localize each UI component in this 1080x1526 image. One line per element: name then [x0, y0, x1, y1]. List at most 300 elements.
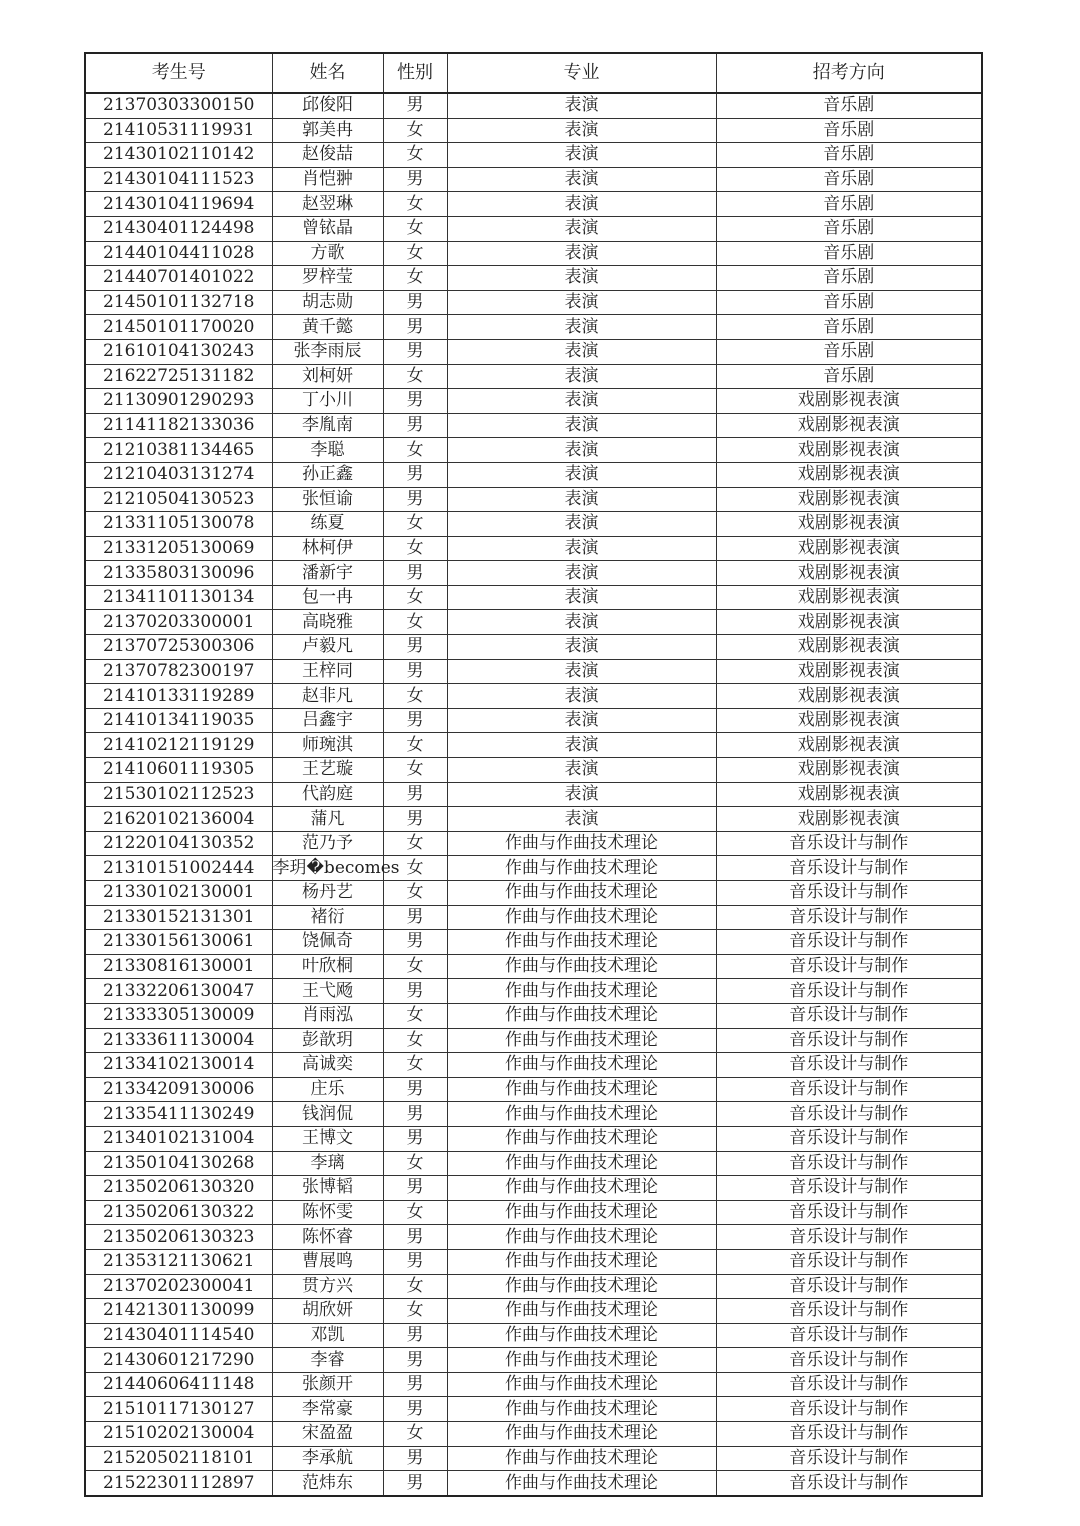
cell-name: 陈怀睿 — [272, 1225, 383, 1250]
cell-name: 范炜东 — [272, 1471, 383, 1496]
cell-direction: 音乐设计与制作 — [716, 1102, 982, 1127]
cell-direction: 音乐设计与制作 — [716, 1446, 982, 1471]
cell-name: 方歌 — [272, 241, 383, 266]
table-row — [85, 1200, 982, 1225]
table-row — [85, 143, 982, 168]
cell-name: 吕鑫宇 — [272, 708, 383, 733]
cell-major: 作曲与作曲技术理论 — [447, 1471, 716, 1496]
cell-direction: 戏剧影视表演 — [716, 758, 982, 783]
cell-exam-id: 21331105130078 — [85, 512, 272, 537]
cell-exam-id: 21410531119931 — [85, 118, 272, 143]
cell-gender: 女 — [383, 1003, 447, 1028]
cell-exam-id: 21430104111523 — [85, 167, 272, 192]
cell-exam-id: 21520502118101 — [85, 1446, 272, 1471]
cell-exam-id: 21341101130134 — [85, 585, 272, 610]
cell-name: 罗梓莹 — [272, 266, 383, 291]
cell-major: 作曲与作曲技术理论 — [447, 979, 716, 1004]
cell-name: 钱润侃 — [272, 1102, 383, 1127]
cell-name: 李睿 — [272, 1348, 383, 1373]
cell-name: 李聪 — [272, 438, 383, 463]
cell-name: 赵翌琳 — [272, 192, 383, 217]
cell-name: 宋盈盈 — [272, 1422, 383, 1447]
table-row — [85, 758, 982, 783]
cell-name: 王梓同 — [272, 659, 383, 684]
cell-major: 表演 — [447, 93, 716, 118]
cell-direction: 音乐设计与制作 — [716, 1372, 982, 1397]
cell-name: 彭歆玥 — [272, 1028, 383, 1053]
cell-name: 黄千懿 — [272, 315, 383, 340]
cell-name: 陈怀雯 — [272, 1200, 383, 1225]
cell-direction: 音乐剧 — [716, 192, 982, 217]
table-row — [85, 1003, 982, 1028]
cell-name: 曹展鸣 — [272, 1249, 383, 1274]
cell-exam-id: 21510117130127 — [85, 1397, 272, 1422]
table-row — [85, 1446, 982, 1471]
cell-major: 表演 — [447, 413, 716, 438]
cell-exam-id: 21410601119305 — [85, 758, 272, 783]
table-row — [85, 1028, 982, 1053]
cell-major: 作曲与作曲技术理论 — [447, 1200, 716, 1225]
table-row — [85, 1102, 982, 1127]
table-row — [85, 1053, 982, 1078]
cell-major: 表演 — [447, 536, 716, 561]
cell-direction: 音乐设计与制作 — [716, 1274, 982, 1299]
cell-direction: 戏剧影视表演 — [716, 708, 982, 733]
table-row — [85, 1176, 982, 1201]
table-row — [85, 979, 982, 1004]
cell-gender: 女 — [383, 1299, 447, 1324]
cell-major: 作曲与作曲技术理论 — [447, 1397, 716, 1422]
cell-exam-id: 21334209130006 — [85, 1077, 272, 1102]
table-row — [85, 831, 982, 856]
cell-major: 表演 — [447, 610, 716, 635]
cell-name: 包一冉 — [272, 585, 383, 610]
cell-gender: 男 — [383, 635, 447, 660]
cell-gender: 女 — [383, 684, 447, 709]
cell-exam-id: 21430401114540 — [85, 1323, 272, 1348]
cell-gender: 男 — [383, 1471, 447, 1496]
cell-major: 作曲与作曲技术理论 — [447, 1249, 716, 1274]
table-row — [85, 192, 982, 217]
cell-name: 郭美冉 — [272, 118, 383, 143]
cell-name: 邓凯 — [272, 1323, 383, 1348]
cell-gender: 女 — [383, 610, 447, 635]
cell-name: 张恒谕 — [272, 487, 383, 512]
cell-exam-id: 21410212119129 — [85, 733, 272, 758]
cell-name: 张颜开 — [272, 1372, 383, 1397]
cell-gender: 男 — [383, 290, 447, 315]
cell-gender: 男 — [383, 561, 447, 586]
cell-gender: 男 — [383, 315, 447, 340]
cell-direction: 戏剧影视表演 — [716, 807, 982, 832]
cell-direction: 音乐设计与制作 — [716, 1397, 982, 1422]
cell-direction: 音乐剧 — [716, 143, 982, 168]
table-row — [85, 782, 982, 807]
cell-direction: 戏剧影视表演 — [716, 635, 982, 660]
cell-direction: 音乐设计与制作 — [716, 979, 982, 1004]
cell-direction: 音乐设计与制作 — [716, 1126, 982, 1151]
cell-exam-id: 21430102110142 — [85, 143, 272, 168]
cell-gender: 女 — [383, 438, 447, 463]
cell-exam-id: 21430401124498 — [85, 216, 272, 241]
cell-direction: 音乐设计与制作 — [716, 1249, 982, 1274]
cell-major: 作曲与作曲技术理论 — [447, 1003, 716, 1028]
cell-exam-id: 21350104130268 — [85, 1151, 272, 1176]
cell-major: 表演 — [447, 315, 716, 340]
cell-direction: 音乐设计与制作 — [716, 1028, 982, 1053]
cell-major: 作曲与作曲技术理论 — [447, 1372, 716, 1397]
table-row — [85, 216, 982, 241]
cell-gender: 女 — [383, 1274, 447, 1299]
cell-name: 练夏 — [272, 512, 383, 537]
cell-name: 林柯伊 — [272, 536, 383, 561]
cell-direction: 戏剧影视表演 — [716, 413, 982, 438]
cell-name: 贯方兴 — [272, 1274, 383, 1299]
table-row — [85, 167, 982, 192]
cell-name: 潘新宇 — [272, 561, 383, 586]
cell-exam-id: 21210504130523 — [85, 487, 272, 512]
table-row — [85, 290, 982, 315]
cell-major: 表演 — [447, 118, 716, 143]
cell-exam-id: 21141182133036 — [85, 413, 272, 438]
cell-gender: 女 — [383, 364, 447, 389]
cell-exam-id: 21430104119694 — [85, 192, 272, 217]
cell-exam-id: 21353121130621 — [85, 1249, 272, 1274]
table-row — [85, 1225, 982, 1250]
cell-exam-id: 21610104130243 — [85, 339, 272, 364]
cell-name: 饶佩奇 — [272, 930, 383, 955]
cell-exam-id: 21330156130061 — [85, 930, 272, 955]
cell-major: 表演 — [447, 438, 716, 463]
cell-major: 表演 — [447, 192, 716, 217]
cell-major: 表演 — [447, 216, 716, 241]
cell-gender: 女 — [383, 1151, 447, 1176]
cell-major: 作曲与作曲技术理论 — [447, 1299, 716, 1324]
table-row — [85, 1348, 982, 1373]
cell-gender: 女 — [383, 856, 447, 881]
cell-direction: 音乐剧 — [716, 216, 982, 241]
cell-name: 褚衍 — [272, 905, 383, 930]
table-row — [85, 1323, 982, 1348]
cell-direction: 戏剧影视表演 — [716, 610, 982, 635]
cell-exam-id: 21440104411028 — [85, 241, 272, 266]
cell-gender: 女 — [383, 241, 447, 266]
cell-name: 王博文 — [272, 1126, 383, 1151]
table-row — [85, 1372, 982, 1397]
table-row — [85, 1077, 982, 1102]
cell-name: 杨丹艺 — [272, 881, 383, 906]
cell-major: 作曲与作曲技术理论 — [447, 881, 716, 906]
cell-gender: 男 — [383, 979, 447, 1004]
cell-gender: 女 — [383, 585, 447, 610]
table-row — [85, 1274, 982, 1299]
cell-major: 作曲与作曲技术理论 — [447, 1422, 716, 1447]
cell-gender: 男 — [383, 782, 447, 807]
cell-gender: 男 — [383, 167, 447, 192]
cell-exam-id: 21410134119035 — [85, 708, 272, 733]
cell-exam-id: 21333611130004 — [85, 1028, 272, 1053]
table-row — [85, 1126, 982, 1151]
cell-major: 表演 — [447, 659, 716, 684]
cell-major: 表演 — [447, 561, 716, 586]
table-row — [85, 684, 982, 709]
cell-direction: 音乐剧 — [716, 290, 982, 315]
table-row — [85, 512, 982, 537]
table-row — [85, 881, 982, 906]
table-row — [85, 389, 982, 414]
table-row — [85, 438, 982, 463]
table-row — [85, 856, 982, 881]
cell-direction: 音乐设计与制作 — [716, 1200, 982, 1225]
cell-name: 王弋飏 — [272, 979, 383, 1004]
cell-exam-id: 21370203300001 — [85, 610, 272, 635]
cell-gender: 男 — [383, 1126, 447, 1151]
cell-gender: 男 — [383, 1176, 447, 1201]
cell-major: 表演 — [447, 758, 716, 783]
table-row — [85, 536, 982, 561]
cell-direction: 戏剧影视表演 — [716, 389, 982, 414]
cell-major: 作曲与作曲技术理论 — [447, 905, 716, 930]
cell-name: 张博韬 — [272, 1176, 383, 1201]
table-row — [85, 585, 982, 610]
cell-gender: 男 — [383, 1323, 447, 1348]
cell-exam-id: 21410133119289 — [85, 684, 272, 709]
cell-name: 胡志勋 — [272, 290, 383, 315]
cell-direction: 音乐剧 — [716, 93, 982, 118]
cell-direction: 音乐设计与制作 — [716, 831, 982, 856]
cell-direction: 音乐剧 — [716, 364, 982, 389]
cell-exam-id: 21210403131274 — [85, 462, 272, 487]
cell-exam-id: 21421301130099 — [85, 1299, 272, 1324]
cell-gender: 男 — [383, 1397, 447, 1422]
cell-major: 作曲与作曲技术理论 — [447, 1028, 716, 1053]
cell-direction: 音乐设计与制作 — [716, 905, 982, 930]
table-row — [85, 462, 982, 487]
admission-list-table — [84, 52, 983, 1497]
cell-major: 表演 — [447, 389, 716, 414]
cell-name: 李璃 — [272, 1151, 383, 1176]
cell-gender: 女 — [383, 1200, 447, 1225]
cell-major: 表演 — [447, 684, 716, 709]
cell-gender: 女 — [383, 1028, 447, 1053]
cell-gender: 女 — [383, 831, 447, 856]
table-row — [85, 635, 982, 660]
cell-gender: 女 — [383, 758, 447, 783]
cell-gender: 女 — [383, 216, 447, 241]
header-name: 姓名 — [272, 53, 383, 93]
cell-direction: 音乐剧 — [716, 118, 982, 143]
cell-major: 表演 — [447, 807, 716, 832]
cell-direction: 音乐剧 — [716, 167, 982, 192]
cell-name: 肖雨泓 — [272, 1003, 383, 1028]
cell-major: 作曲与作曲技术理论 — [447, 831, 716, 856]
table-row — [85, 708, 982, 733]
cell-exam-id: 21334102130014 — [85, 1053, 272, 1078]
cell-exam-id: 21210381134465 — [85, 438, 272, 463]
cell-direction: 戏剧影视表演 — [716, 585, 982, 610]
cell-gender: 男 — [383, 905, 447, 930]
cell-name: 胡欣妍 — [272, 1299, 383, 1324]
header-row — [85, 53, 982, 93]
cell-direction: 戏剧影视表演 — [716, 733, 982, 758]
cell-major: 表演 — [447, 585, 716, 610]
table-row — [85, 1422, 982, 1447]
cell-major: 作曲与作曲技术理论 — [447, 1102, 716, 1127]
cell-exam-id: 21440606411148 — [85, 1372, 272, 1397]
cell-direction: 音乐设计与制作 — [716, 930, 982, 955]
table-row — [85, 1151, 982, 1176]
cell-gender: 女 — [383, 1053, 447, 1078]
cell-direction: 音乐剧 — [716, 315, 982, 340]
cell-major: 作曲与作曲技术理论 — [447, 1151, 716, 1176]
cell-name: 李胤南 — [272, 413, 383, 438]
cell-name: 高诚奕 — [272, 1053, 383, 1078]
cell-direction: 音乐设计与制作 — [716, 954, 982, 979]
cell-major: 表演 — [447, 364, 716, 389]
cell-direction: 音乐剧 — [716, 339, 982, 364]
header-gender: 性别 — [383, 53, 447, 93]
cell-name: 王艺璇 — [272, 758, 383, 783]
cell-name: 师琬淇 — [272, 733, 383, 758]
cell-major: 表演 — [447, 266, 716, 291]
cell-major: 作曲与作曲技术理论 — [447, 954, 716, 979]
cell-gender: 男 — [383, 389, 447, 414]
cell-gender: 男 — [383, 339, 447, 364]
table-row — [85, 610, 982, 635]
cell-gender: 男 — [383, 1225, 447, 1250]
cell-gender: 女 — [383, 733, 447, 758]
table-row — [85, 118, 982, 143]
cell-gender: 男 — [383, 1372, 447, 1397]
cell-gender: 男 — [383, 93, 447, 118]
cell-direction: 戏剧影视表演 — [716, 487, 982, 512]
cell-name: 卢毅凡 — [272, 635, 383, 660]
table-row — [85, 241, 982, 266]
cell-exam-id: 21330816130001 — [85, 954, 272, 979]
cell-major: 作曲与作曲技术理论 — [447, 1176, 716, 1201]
cell-major: 作曲与作曲技术理论 — [447, 1126, 716, 1151]
cell-name: 曾铱晶 — [272, 216, 383, 241]
cell-direction: 音乐设计与制作 — [716, 856, 982, 881]
table-row — [85, 266, 982, 291]
table-row — [85, 413, 982, 438]
table-row — [85, 1397, 982, 1422]
table-body — [85, 93, 982, 1496]
cell-direction: 戏剧影视表演 — [716, 561, 982, 586]
cell-direction: 音乐剧 — [716, 266, 982, 291]
cell-direction: 戏剧影视表演 — [716, 659, 982, 684]
cell-name: 孙正鑫 — [272, 462, 383, 487]
cell-exam-id: 21510202130004 — [85, 1422, 272, 1447]
table-row — [85, 339, 982, 364]
table-row — [85, 659, 982, 684]
cell-gender: 女 — [383, 143, 447, 168]
cell-exam-id: 21330102130001 — [85, 881, 272, 906]
cell-name: 李承航 — [272, 1446, 383, 1471]
table-row — [85, 1249, 982, 1274]
cell-exam-id: 21370782300197 — [85, 659, 272, 684]
cell-name: 李常豪 — [272, 1397, 383, 1422]
cell-gender: 女 — [383, 881, 447, 906]
cell-exam-id: 21350206130323 — [85, 1225, 272, 1250]
table-row — [85, 93, 982, 118]
cell-name: 李玥�becomes — [272, 856, 383, 881]
table-row — [85, 1299, 982, 1324]
cell-direction: 戏剧影视表演 — [716, 536, 982, 561]
cell-name: 肖恺翀 — [272, 167, 383, 192]
cell-major: 表演 — [447, 708, 716, 733]
cell-exam-id: 21620102136004 — [85, 807, 272, 832]
cell-exam-id: 21331205130069 — [85, 536, 272, 561]
cell-gender: 男 — [383, 1102, 447, 1127]
cell-exam-id: 21370303300150 — [85, 93, 272, 118]
cell-exam-id: 21522301112897 — [85, 1471, 272, 1496]
cell-direction: 音乐设计与制作 — [716, 1225, 982, 1250]
cell-exam-id: 21440701401022 — [85, 266, 272, 291]
cell-major: 表演 — [447, 241, 716, 266]
cell-direction: 音乐设计与制作 — [716, 1003, 982, 1028]
cell-gender: 男 — [383, 1077, 447, 1102]
cell-name: 邱俊阳 — [272, 93, 383, 118]
table-row — [85, 954, 982, 979]
cell-gender: 男 — [383, 659, 447, 684]
cell-gender: 女 — [383, 954, 447, 979]
header-direction: 招考方向 — [716, 53, 982, 93]
cell-name: 刘柯妍 — [272, 364, 383, 389]
cell-direction: 音乐设计与制作 — [716, 1471, 982, 1496]
cell-name: 叶欣桐 — [272, 954, 383, 979]
cell-gender: 女 — [383, 512, 447, 537]
cell-gender: 女 — [383, 536, 447, 561]
cell-exam-id: 21622725131182 — [85, 364, 272, 389]
cell-exam-id: 21430601217290 — [85, 1348, 272, 1373]
cell-exam-id: 21370725300306 — [85, 635, 272, 660]
cell-direction: 音乐设计与制作 — [716, 1053, 982, 1078]
cell-direction: 音乐设计与制作 — [716, 1348, 982, 1373]
cell-gender: 男 — [383, 708, 447, 733]
cell-exam-id: 21332206130047 — [85, 979, 272, 1004]
cell-gender: 男 — [383, 487, 447, 512]
cell-name: 范乃予 — [272, 831, 383, 856]
cell-major: 作曲与作曲技术理论 — [447, 1077, 716, 1102]
table-row — [85, 561, 982, 586]
cell-direction: 音乐设计与制作 — [716, 881, 982, 906]
cell-direction: 音乐剧 — [716, 241, 982, 266]
cell-exam-id: 21310151002444 — [85, 856, 272, 881]
cell-name: 赵非凡 — [272, 684, 383, 709]
cell-gender: 男 — [383, 462, 447, 487]
cell-major: 表演 — [447, 462, 716, 487]
cell-major: 表演 — [447, 143, 716, 168]
cell-major: 表演 — [447, 167, 716, 192]
cell-exam-id: 21350206130320 — [85, 1176, 272, 1201]
cell-major: 作曲与作曲技术理论 — [447, 1225, 716, 1250]
cell-direction: 戏剧影视表演 — [716, 512, 982, 537]
cell-exam-id: 21130901290293 — [85, 389, 272, 414]
cell-major: 作曲与作曲技术理论 — [447, 930, 716, 955]
cell-direction: 音乐设计与制作 — [716, 1077, 982, 1102]
cell-gender: 女 — [383, 118, 447, 143]
cell-name: 高晓雅 — [272, 610, 383, 635]
table-row — [85, 807, 982, 832]
cell-gender: 女 — [383, 1422, 447, 1447]
cell-exam-id: 21335803130096 — [85, 561, 272, 586]
cell-major: 表演 — [447, 487, 716, 512]
cell-major: 表演 — [447, 512, 716, 537]
cell-name: 丁小川 — [272, 389, 383, 414]
table-row — [85, 733, 982, 758]
cell-major: 表演 — [447, 290, 716, 315]
